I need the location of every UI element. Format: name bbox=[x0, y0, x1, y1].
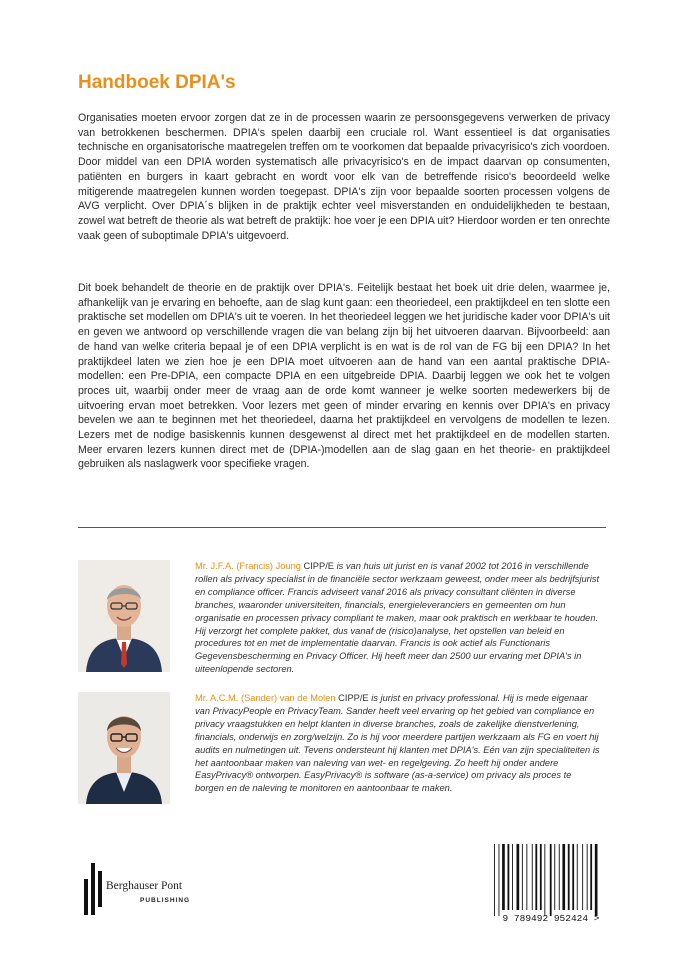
author-name: Mr. A.C.M. (Sander) van de Molen bbox=[195, 693, 336, 703]
author-bio-text: is van huis uit jurist en is vanaf 2002 tot 2016 in verschillende rollen als privacy specialist in de financiële sector werkzaam geweest, onder meer als bedrijfsjurist en compliance officer. Francis adviseert vanaf 2016 als privacy consultant cliënten in diverse branches, waaronder universiteiten, financials, energieleveranciers en gemeenten om hun organisatie en processen privacy compliant te maken, maar ook praktisch en werkbaar te houden. Hij verzorgt het complete pakket, dus vanaf de (risico)analyse, het opstellen van beleid en procedures tot en met de implementatie daarvan. Francis is ook actief als Functionaris Gegevensbescherming en Privacy Officer. Hij heeft meer dan 2500 uur ervaring met DPIA's in uiteenlopende sectoren. bbox=[195, 561, 600, 675]
author-bio-joung bbox=[195, 560, 601, 676]
isbn-number: 9 789492 952424 > bbox=[502, 913, 600, 924]
author-photo-van-de-molen bbox=[78, 692, 170, 804]
content-paragraph: Dit boek behandelt de theorie en de praktijk over DPIA's. Feitelijk bestaat het boek uit drie delen, waarmee je, afhankelijk van je ervaring en behoefte, aan de slag kunt gaan: een theoriedeel, een praktijkdeel en ten slotte een praktische set modellen om DPIA's uit te voeren. In het theoriedeel leggen we het juridische kader voor DPIA's uit en geven we antwoord op verschillende vragen die van belang zijn bij het uitvoeren daarvan. Bijvoorbeeld: aan de hand van welke criteria bepaal je of een DPIA verplicht is en wat is de rol van de FG bij een DPIA? In het praktijkdeel laten we zien hoe je een DPIA moet uitvoeren aan de hand van een aantal praktische DPIA-modellen: een Pre-DPIA, een compacte DPIA en een uitgebreide DPIA. Daarbij leggen we ook het te volgen proces uit, waarbij onder meer de vraag aan de orde komt wanneer je welke soorten medewerkers bij de uitvoering ervan moet betrekken. Voor lezers met geen of minder ervaring en kennis over DPIA's en privacy bevelen we aan te beginnen met het theoriedeel, daarna het praktijkdeel en vervolgens de modellen te lezen. Lezers met de nodige basiskennis kunnen desgewenst al direct met het praktijkdeel en de modellen starten. Meer ervaren lezers kunnen direct met de (DPIA-)modellen aan de slag gaan en het theorie- en praktijkdeel gebruiken als naslagwerk voor specifieke vragen. bbox=[78, 282, 610, 471]
intro-paragraph: Organisaties moeten ervoor zorgen dat ze in de processen waarin ze persoonsgegevens verwerken de privacy van betrokkenen beschermen. DPIA's spelen daarbij een cruciale rol. Want essentieel is dat organisaties technische en organisatorische maatregelen treffen om te voorkomen dat bepaalde privacyrisico's zich voordoen. Door middel van een DPIA worden systematisch alle privacyrisico's en de impact daarvan op consumenten, patiënten en burgers in kaart gebracht en wordt voor elk van de betreffende risico's beoordeeld welke mitigerende maatregelen kunnen worden toegepast. DPIA's zijn voor bepaalde soorten processen volgens de AVG verplicht. Over DPIA´s blijken in de praktijk echter veel misverstanden en onduidelijkheden te bestaan, zowel wat betreft de theorie als wat betreft de praktijk: hoe voer je een DPIA uit? Hierdoor worden er ten onrechte vaak geen of suboptimale DPIA's uitgevoerd. bbox=[78, 112, 610, 242]
divider bbox=[78, 527, 606, 528]
book-title: Handboek DPIA's bbox=[78, 72, 236, 93]
publisher-name: Berghauser Pont bbox=[106, 880, 183, 892]
author-name: Mr. J.F.A. (Francis) Joung bbox=[195, 561, 301, 571]
publisher-subtitle: PUBLISHING bbox=[140, 897, 191, 904]
author-credentials: CIPP/E bbox=[303, 561, 334, 571]
author-photo-joung bbox=[78, 560, 170, 672]
author-bio-text: is jurist en privacy professional. Hij is mede eigenaar van PrivacyPeople en PrivacyTeam. Sander heeft veel ervaring op het gebied van compliance en privacy vraagstukken en helpt klanten in diverse branches, zoals de zakelijke dienstverlening, financials, onderwijs en zorg/welzijn. Zo is hij voor meerdere partijen werkzaam als FG en voert hij audits en nulmetingen uit. Tevens ondersteunt hij klanten met DPIA's. Eén van zijn specialiteiten is het aantoonbaar maken van naleving van wet- en regelgeving. Zo heeft hij onder andere EasyPrivacy® ontworpen. EasyPrivacy® is software (as-a-service) om privacy als proces te borgen en de naleving te monitoren en aantoonbaar te maken. bbox=[195, 693, 600, 794]
author-bio-van-de-molen bbox=[195, 692, 601, 795]
author-credentials: CIPP/E bbox=[338, 693, 369, 703]
